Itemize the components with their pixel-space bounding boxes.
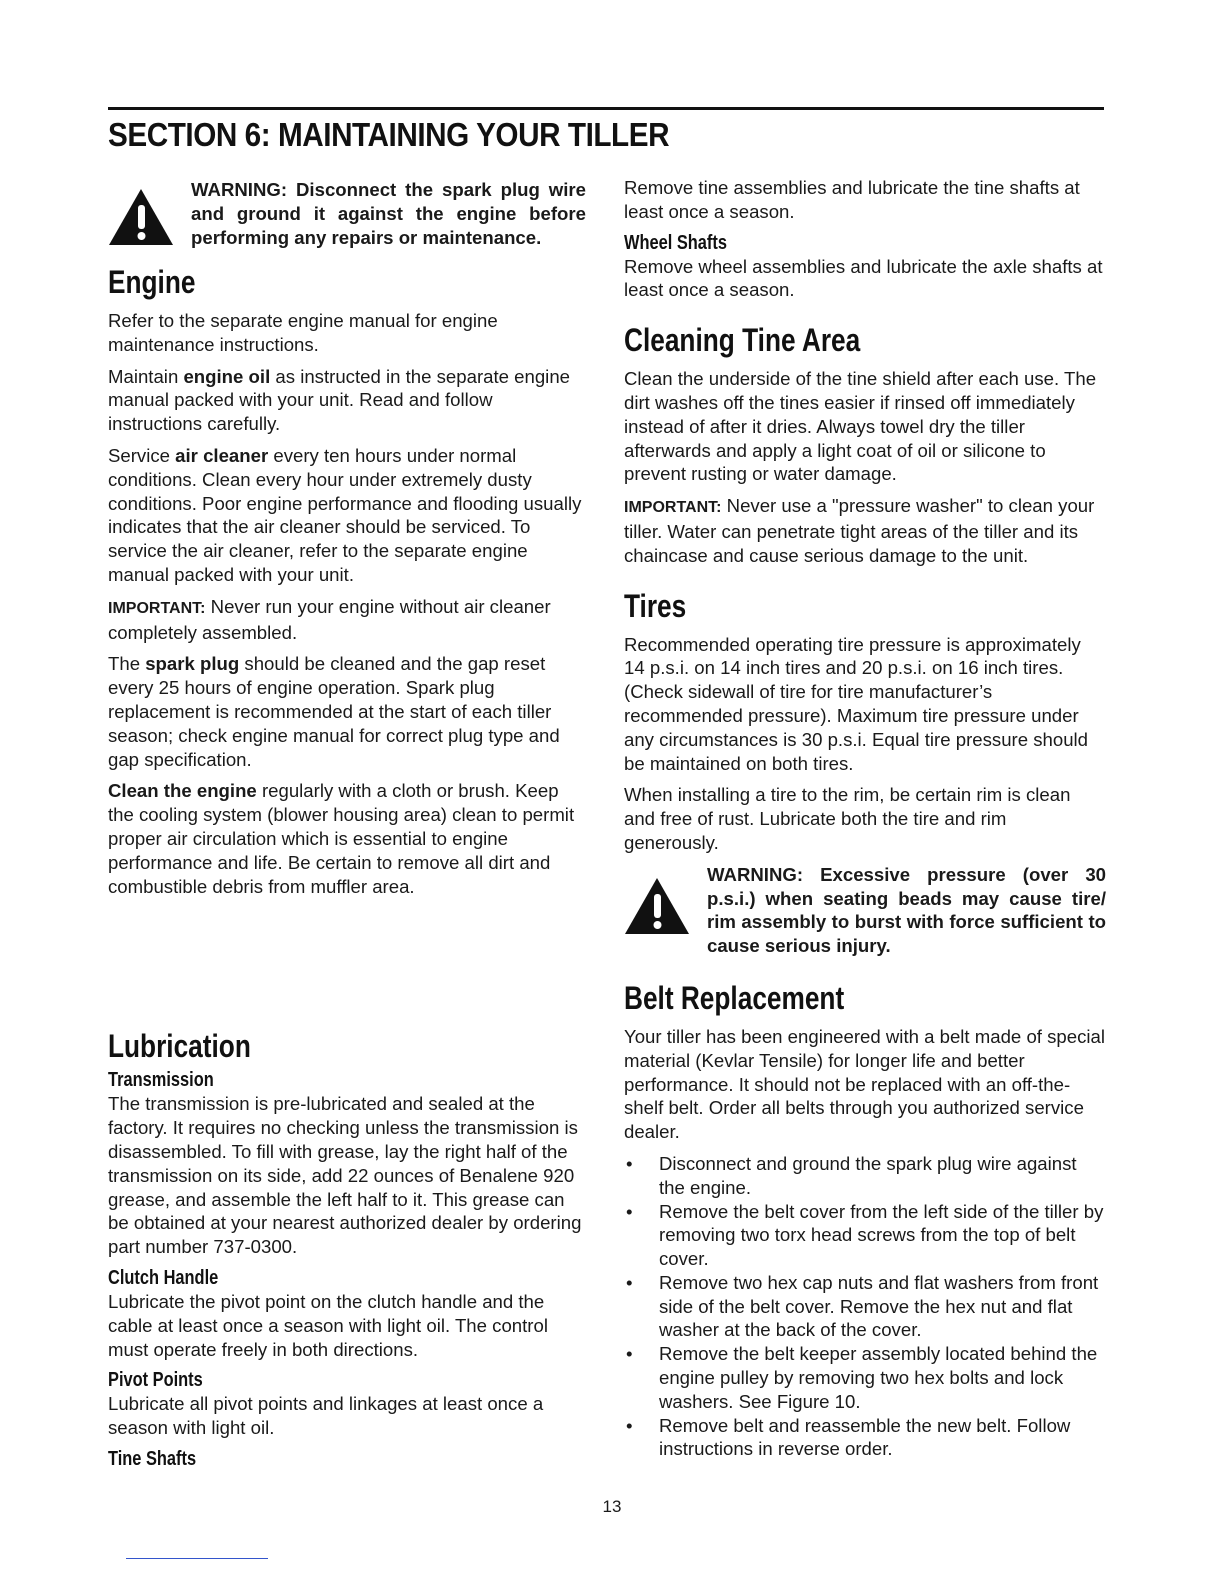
clutch-handle-text: Lubricate the pivot point on the clutch handle and the cable at least once a season with light oil. The control must operate freely in both directions. — [108, 1290, 548, 1360]
belt-paragraph-1: Your tiller has been engineered with a belt made of special material (Kevlar Tensile) for longer life and better performance. It should not be replaced with an off-the-shelf belt. Order all belts through you authorized service dealer. — [624, 1025, 1105, 1143]
bullet-icon: • — [626, 1152, 633, 1174]
engine-paragraph-3: Service air cleaner every ten hours under normal conditions. Clean every hour under extremely dusty conditions. Poor engine performance and flooding usually indicates that the air cleaner should be serviced. To service the air cleaner, refer to the separate engine manual packed with your unit. — [108, 444, 582, 585]
engine-paragraph-1: Refer to the separate engine manual for engine maintenance instructions. — [108, 310, 498, 355]
bullet-icon: • — [626, 1414, 633, 1436]
warning-box-spark-plug — [108, 178, 586, 250]
pivot-points-heading: Pivot Points — [108, 1369, 203, 1392]
wheel-shafts-text: Remove wheel assemblies and lubricate the axle shafts at least once a season. — [624, 255, 1103, 301]
tine-shafts-text: Remove tine assemblies and lubricate the tine shafts at least once a season. — [624, 177, 1080, 222]
bullet-icon: • — [626, 1200, 633, 1222]
cleaning-heading: Cleaning Tine Area — [624, 322, 861, 359]
left-column — [108, 178, 586, 1471]
engine-paragraph-spark-plug: The spark plug should be cleaned and the gap reset every 25 hours of engine operation. Spark plug replacement is recommended at the start of each tiller season; check engine manual for correct plug type and gap specification. — [108, 653, 560, 770]
tire-warning-text: WARNING: Excessive pressure (over 30 p.s.i.) when seating beads may cause tire/ rim assembly to burst with force sufficient to cause serious injury. — [707, 863, 1106, 957]
bullet-icon: • — [626, 1271, 633, 1293]
page-number: 13 — [602, 1497, 622, 1516]
belt-steps-list — [624, 1152, 1106, 1461]
pivot-points-text: Lubricate all pivot points and linkages at least once a season with light oil. — [108, 1393, 544, 1439]
tires-paragraph-1: Recommended operating tire pressure is approximately 14 p.s.i. on 14 inch tires and 20 p.s.i. on 16 inch tires. (Check sidewall of tire for tire manufacturer’s recommended pressure). Maximum tire pressure under any circumstances is 30 p.s.i. Equal tire pressure should be maintained on both tires. — [624, 633, 1089, 774]
list-item: • Remove the belt cover from the left side of the tiller by removing two torx head screws from the top of belt cover. — [626, 1200, 1104, 1270]
transmission-heading: Transmission — [108, 1069, 214, 1092]
tires-heading: Tires — [624, 587, 687, 624]
warning-triangle-icon — [624, 877, 690, 935]
list-item: • Remove belt and reassemble the new belt. Follow instructions in reverse order. — [626, 1414, 1071, 1460]
warning-text: WARNING: Disconnect the spark plug wire and ground it against the engine before performing any repairs or maintenance. — [191, 179, 586, 248]
list-item: • Disconnect and ground the spark plug wire against the engine. — [626, 1152, 1077, 1198]
right-column — [624, 176, 1106, 1461]
footer-link-underline — [126, 1558, 268, 1559]
lubrication-heading: Lubrication — [108, 1028, 251, 1065]
cleaning-paragraph-1: Clean the underside of the tine shield after each use. The dirt washes off the tines easier if rinsed off immediately instead of after it dries. Always towel dry the tiller afterwards and apply a light coat of oil or silicone to prevent rusting or water damage. — [624, 368, 1097, 485]
wheel-shafts-heading: Wheel Shafts — [624, 231, 727, 254]
tine-shafts-heading: Tine Shafts — [108, 1447, 197, 1470]
transmission-text: The transmission is pre-lubricated and sealed at the factory. It requires no checking unless the transmission is disassembled. To fill with grease, lay the right half of the transmission on its side, add 22 ounces of Benalene 920 grease, and assemble the left half to it. This grease can be obtained at your nearest authorized dealer by ordering part number 737-0300. — [108, 1093, 582, 1258]
engine-heading: Engine — [108, 264, 196, 300]
list-item: • Remove the belt keeper assembly located behind the engine pulley by removing two hex bolts and lock washers. See Figure 10. — [626, 1343, 1098, 1412]
warning-box-tire-pressure — [624, 863, 1106, 958]
cleaning-important-note: IMPORTANT: Never use a "pressure washer" to clean your tiller. Water can penetrate tight areas of the tiller and its chaincase and cause serious damage to the unit. — [624, 495, 1095, 566]
engine-paragraph-2: Maintain engine oil as instructed in the separate engine manual packed with your unit. Read and follow instructions carefully. — [108, 365, 570, 435]
list-item: • Remove two hex cap nuts and flat washers from front side of the belt cover. Remove the hex nut and flat washer at the back of the cover. — [626, 1271, 1099, 1341]
engine-paragraph-clean: Clean the engine regularly with a cloth or brush. Keep the cooling system (blower housing area) clean to permit proper air circulation which is essential to engine performance and life. Be certain to remove all dirt and combustible debris from muffler area. — [108, 780, 575, 897]
bullet-icon: • — [626, 1343, 633, 1365]
clutch-handle-heading: Clutch Handle — [108, 1266, 219, 1289]
header-rule — [108, 107, 1104, 110]
tires-paragraph-2: When installing a tire to the rim, be certain rim is clean and free of rust. Lubricate both the tire and rim generously. — [624, 784, 1071, 853]
warning-triangle-icon — [108, 188, 174, 246]
belt-heading: Belt Replacement — [624, 979, 845, 1016]
section-title: SECTION 6: MAINTAINING YOUR TILLER — [108, 116, 670, 153]
engine-important-note: IMPORTANT: Never run your engine without air cleaner completely assembled. — [108, 595, 551, 643]
